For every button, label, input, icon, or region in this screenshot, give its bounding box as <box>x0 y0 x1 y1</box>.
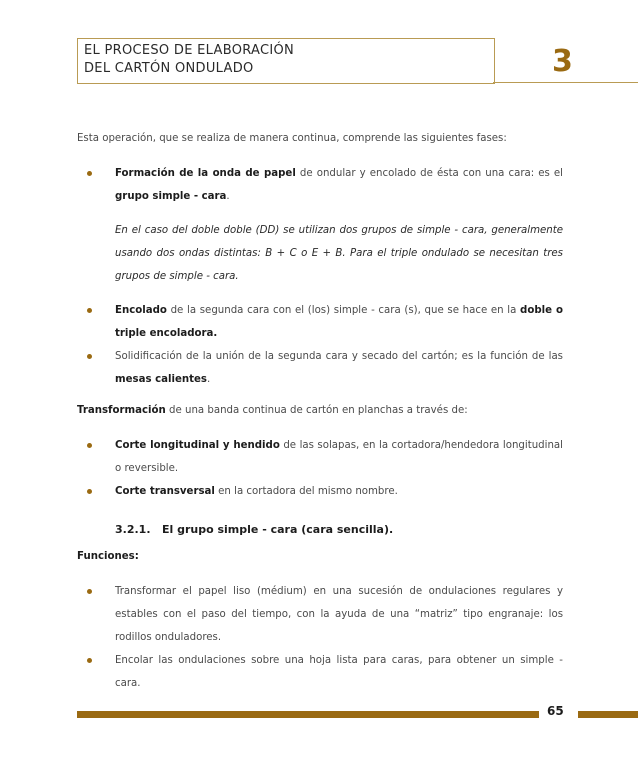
transform-list <box>77 434 563 503</box>
transform-text: de una banda continua de cartón en planchas a través de: <box>165 405 468 416</box>
list-item <box>77 434 563 480</box>
bullet-2-bold: Encolado <box>115 305 167 316</box>
funciones-list <box>77 580 563 695</box>
bullet-5-text: en la cortadora del mismo nombre. <box>214 486 398 497</box>
phase-list-continued <box>77 299 563 391</box>
chapter-title-line-2: DEL CARTÓN ONDULADO <box>84 61 254 76</box>
funciones-label <box>77 545 563 568</box>
bullet-3-bold: mesas calientes <box>115 374 207 385</box>
transform-paragraph <box>77 399 563 422</box>
list-item <box>77 345 563 391</box>
page-content <box>77 127 563 695</box>
phase-list <box>77 162 563 208</box>
footer-bar-left <box>77 711 539 718</box>
list-item <box>77 480 563 503</box>
intro-paragraph: Esta operación, que se realiza de manera continua, comprende las siguientes fases: <box>77 133 507 144</box>
footer-bar-right <box>578 711 638 718</box>
transform-bold: Transformación <box>77 405 166 416</box>
chapter-number: 3 <box>552 44 573 79</box>
list-item: Transformar el papel liso (médium) en una sucesión de ondulaciones regulares y estables con el paso del tiempo, con la ayuda de una “matriz” tipo engranaje: los rodillos onduladores. <box>77 580 563 649</box>
bullet-4-bold: Corte longitudinal y hendido <box>115 440 280 451</box>
list-item <box>77 162 563 208</box>
funciones-bold: Funciones: <box>77 551 139 562</box>
bullet-5-bold: Corte transversal <box>115 486 215 497</box>
chapter-title-line-1: EL PROCESO DE ELABORACIÓN <box>84 43 295 58</box>
page-number: 65 <box>547 704 564 718</box>
bullet-3-end: . <box>206 374 211 385</box>
bullet-4-text: de las solapas, en la cortadora/hendedora longitudinal o reversible. <box>115 440 564 474</box>
header-rule <box>493 82 638 83</box>
bullet-1-text: de ondular y encolado de ésta con una cara: es el <box>295 168 564 179</box>
list-item: Encolar las ondulaciones sobre una hoja lista para caras, para obtener un simple - cara. <box>77 649 563 695</box>
list-item <box>77 299 563 345</box>
bullet-1-bold: Formación de la onda de papel <box>115 168 296 179</box>
bullet-3-text: Solidificación de la unión de la segunda cara y secado del cartón; es la función de las <box>115 351 563 362</box>
section-heading: 3.2.1. El grupo simple - cara (cara sencilla). <box>115 523 394 536</box>
bullet-2-text: de la segunda cara con el (los) simple - cara (s), que se hace en la <box>166 305 521 316</box>
bullet-2-bold2: doble o triple encoladora. <box>115 305 563 339</box>
note-paragraph <box>77 219 563 288</box>
bullet-1-end: . <box>226 191 230 202</box>
note-text: En el caso del doble doble (DD) se utilizan dos grupos de simple - cara, generalmente usando dos ondas distintas: B + C o E + B. Para el triple ondulado se necesitan tres grupos de simple - cara. <box>115 225 563 282</box>
bullet-1-bold2: grupo simple - cara <box>115 191 227 202</box>
chapter-title <box>84 42 294 78</box>
